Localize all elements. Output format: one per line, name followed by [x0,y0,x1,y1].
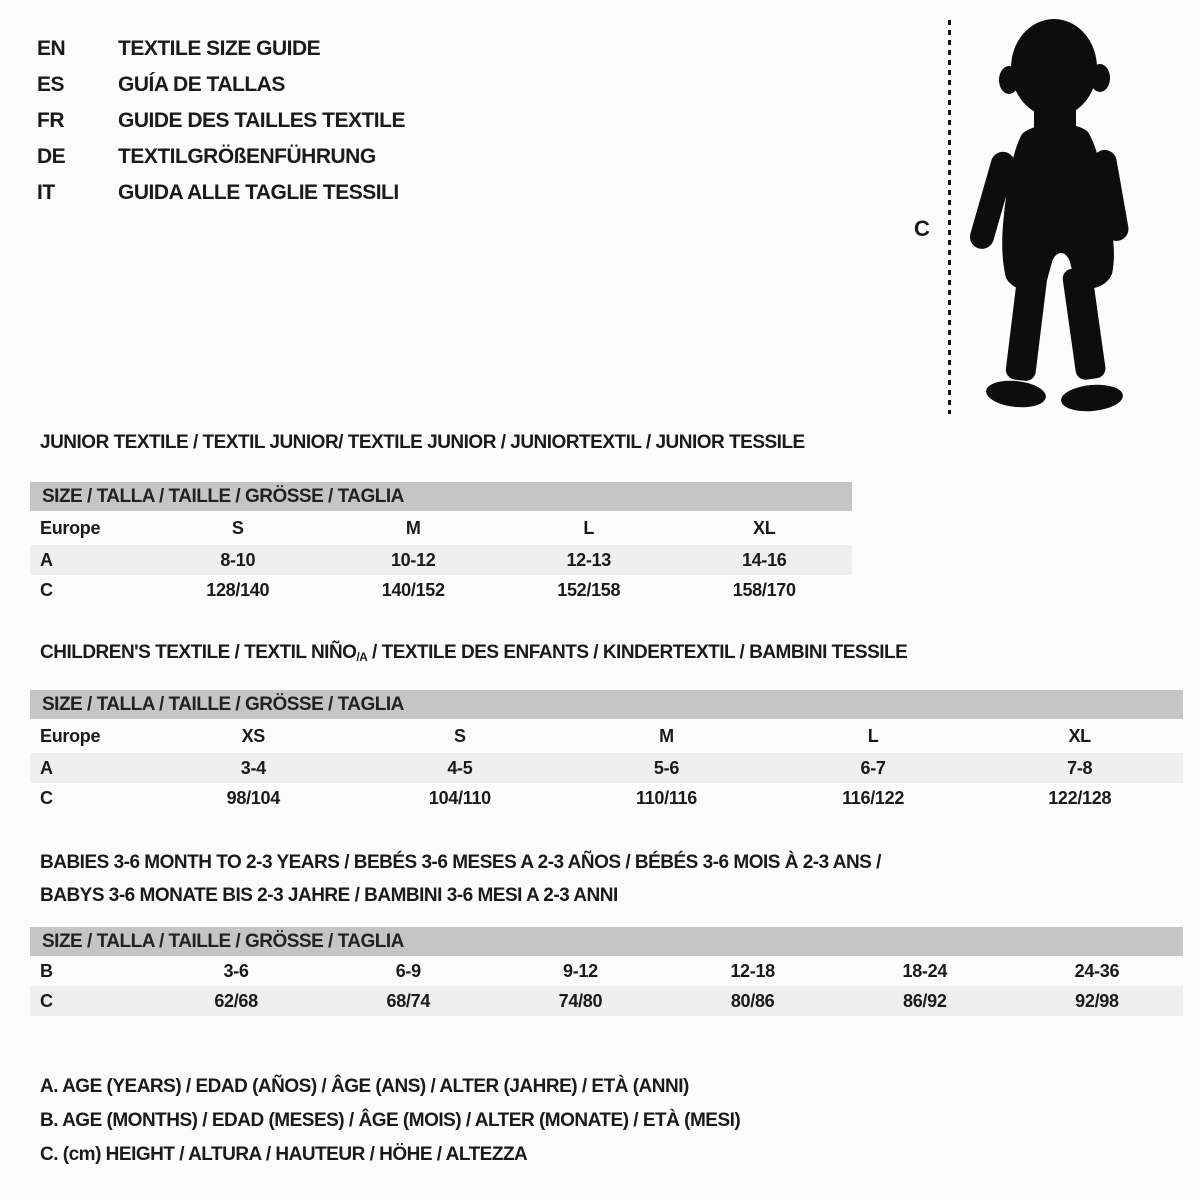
lang-title: GUIDE DES TAILLES TEXTILE [118,109,405,132]
height-value: 140/152 [381,580,445,600]
size-header-bar: SIZE / TALLA / TAILLE / GRÖSSE / TAGLIA [30,482,852,511]
height-value: 110/116 [635,788,697,808]
region-label: Europe [40,518,101,538]
lang-row-es [37,67,405,103]
age-value: 9-12 [563,961,598,981]
children-height-row [30,783,1183,813]
children-title-pre: CHILDREN'S TEXTILE / TEXTIL NIÑO [40,642,357,663]
height-value: 158/170 [732,580,796,600]
age-value: 6-7 [860,758,886,778]
size-label: XL [753,518,776,538]
babies-section-title [40,846,881,912]
height-value: 68/74 [386,991,431,1011]
height-value: 92/98 [1075,991,1119,1011]
lang-code: FR [37,109,64,132]
children-size-table [30,690,1183,813]
region-label: Europe [40,726,101,746]
size-header-bar: SIZE / TALLA / TAILLE / GRÖSSE / TAGLIA [30,927,1183,956]
height-value: 116/122 [842,788,905,808]
age-value: 4-5 [447,758,473,778]
lang-row-fr [37,103,405,139]
children-title-sub: /A [356,650,368,664]
age-value: 24-36 [1074,961,1120,981]
babies-size-table [30,927,1183,1016]
row-label: C [40,991,53,1011]
lang-title: TEXTILE SIZE GUIDE [118,37,321,60]
legend-line-a: A. AGE (YEARS) / EDAD (AÑOS) / ÂGE (ANS) / ALTER (JAHRE) / ETÀ (ANNI) [40,1076,689,1097]
language-title-block [37,31,405,211]
size-label: S [454,726,466,746]
lang-row-it [37,175,405,211]
babies-height-row [30,986,1183,1016]
children-sizes-row [30,719,1183,753]
height-value: 104/110 [428,788,491,808]
age-value: 6-9 [395,961,421,981]
babies-age-row [30,956,1183,986]
row-label: B [40,961,53,981]
baby-silhouette-image [962,16,1146,418]
height-measure-figure [900,0,1170,432]
junior-sizes-row [30,511,852,545]
legend-line-c: C. (cm) HEIGHT / ALTURA / HAUTEUR / HÖHE / ALTEZZA [40,1144,528,1165]
row-label: C [40,580,53,600]
size-label: XS [241,726,265,746]
size-label: S [231,518,244,538]
lang-row-en [37,31,405,67]
junior-height-row [30,575,852,605]
age-value: 7-8 [1067,758,1093,778]
legend-line-b: B. AGE (MONTHS) / EDAD (MESES) / ÂGE (MOIS) / ALTER (MONATE) / ETÀ (MESI) [40,1110,741,1131]
lang-title: GUIDA ALLE TAGLIE TESSILI [118,181,399,204]
children-age-row [30,753,1183,783]
height-value: 122/128 [1048,788,1112,808]
age-value: 12-18 [730,961,775,981]
height-value: 86/92 [903,991,947,1011]
size-header-bar: SIZE / TALLA / TAILLE / GRÖSSE / TAGLIA [30,690,1183,719]
junior-size-table [30,482,852,605]
row-label: C [40,788,53,808]
age-value: 18-24 [902,961,948,981]
lang-row-de [37,139,405,175]
size-label: M [405,518,421,538]
height-value: 62/68 [214,991,258,1011]
size-label: L [583,518,595,538]
height-value: 80/86 [730,991,775,1011]
junior-age-row [30,545,852,575]
lang-title: GUÍA DE TALLAS [118,73,285,96]
age-value: 14-16 [741,550,787,570]
lang-title: TEXTILGRÖßENFÜHRUNG [118,145,376,168]
age-value: 5-6 [653,758,680,778]
height-value: 128/140 [206,580,270,600]
lang-code: DE [37,145,66,168]
age-value: 3-4 [240,758,266,778]
height-dashed-line [948,20,951,414]
babies-title-line1: BABIES 3-6 MONTH TO 2-3 YEARS / BEBÉS 3-6 MESES A 2-3 AÑOS / BÉBÉS 3-6 MOIS À 2-3 ANS / [40,852,881,873]
size-label: XL [1068,726,1091,746]
height-value: 152/158 [557,580,621,600]
height-value: 98/104 [226,788,280,808]
row-label: A [40,550,53,570]
age-value: 12-13 [566,550,612,570]
lang-code: IT [37,181,55,204]
lang-code: EN [37,37,66,60]
age-value: 8-10 [220,550,256,570]
lang-code: ES [37,73,65,96]
height-measure-label: C [914,216,930,241]
row-label: A [40,758,53,778]
children-title-post: / TEXTILE DES ENFANTS / KINDERTEXTIL / BAMBINI TESSILE [367,642,908,663]
junior-section-title: JUNIOR TEXTILE / TEXTIL JUNIOR/ TEXTILE JUNIOR / JUNIORTEXTIL / JUNIOR TESSILE [40,432,805,453]
children-section-title [40,642,907,664]
age-value: 3-6 [223,961,249,981]
size-label: M [659,726,674,746]
height-value: 74/80 [558,991,603,1011]
legend-block [40,1070,740,1172]
size-label: L [867,726,879,746]
age-value: 10-12 [390,550,436,570]
babies-title-line2: BABYS 3-6 MONATE BIS 2-3 JAHRE / BAMBINI 3-6 MESI A 2-3 ANNI [40,885,618,906]
